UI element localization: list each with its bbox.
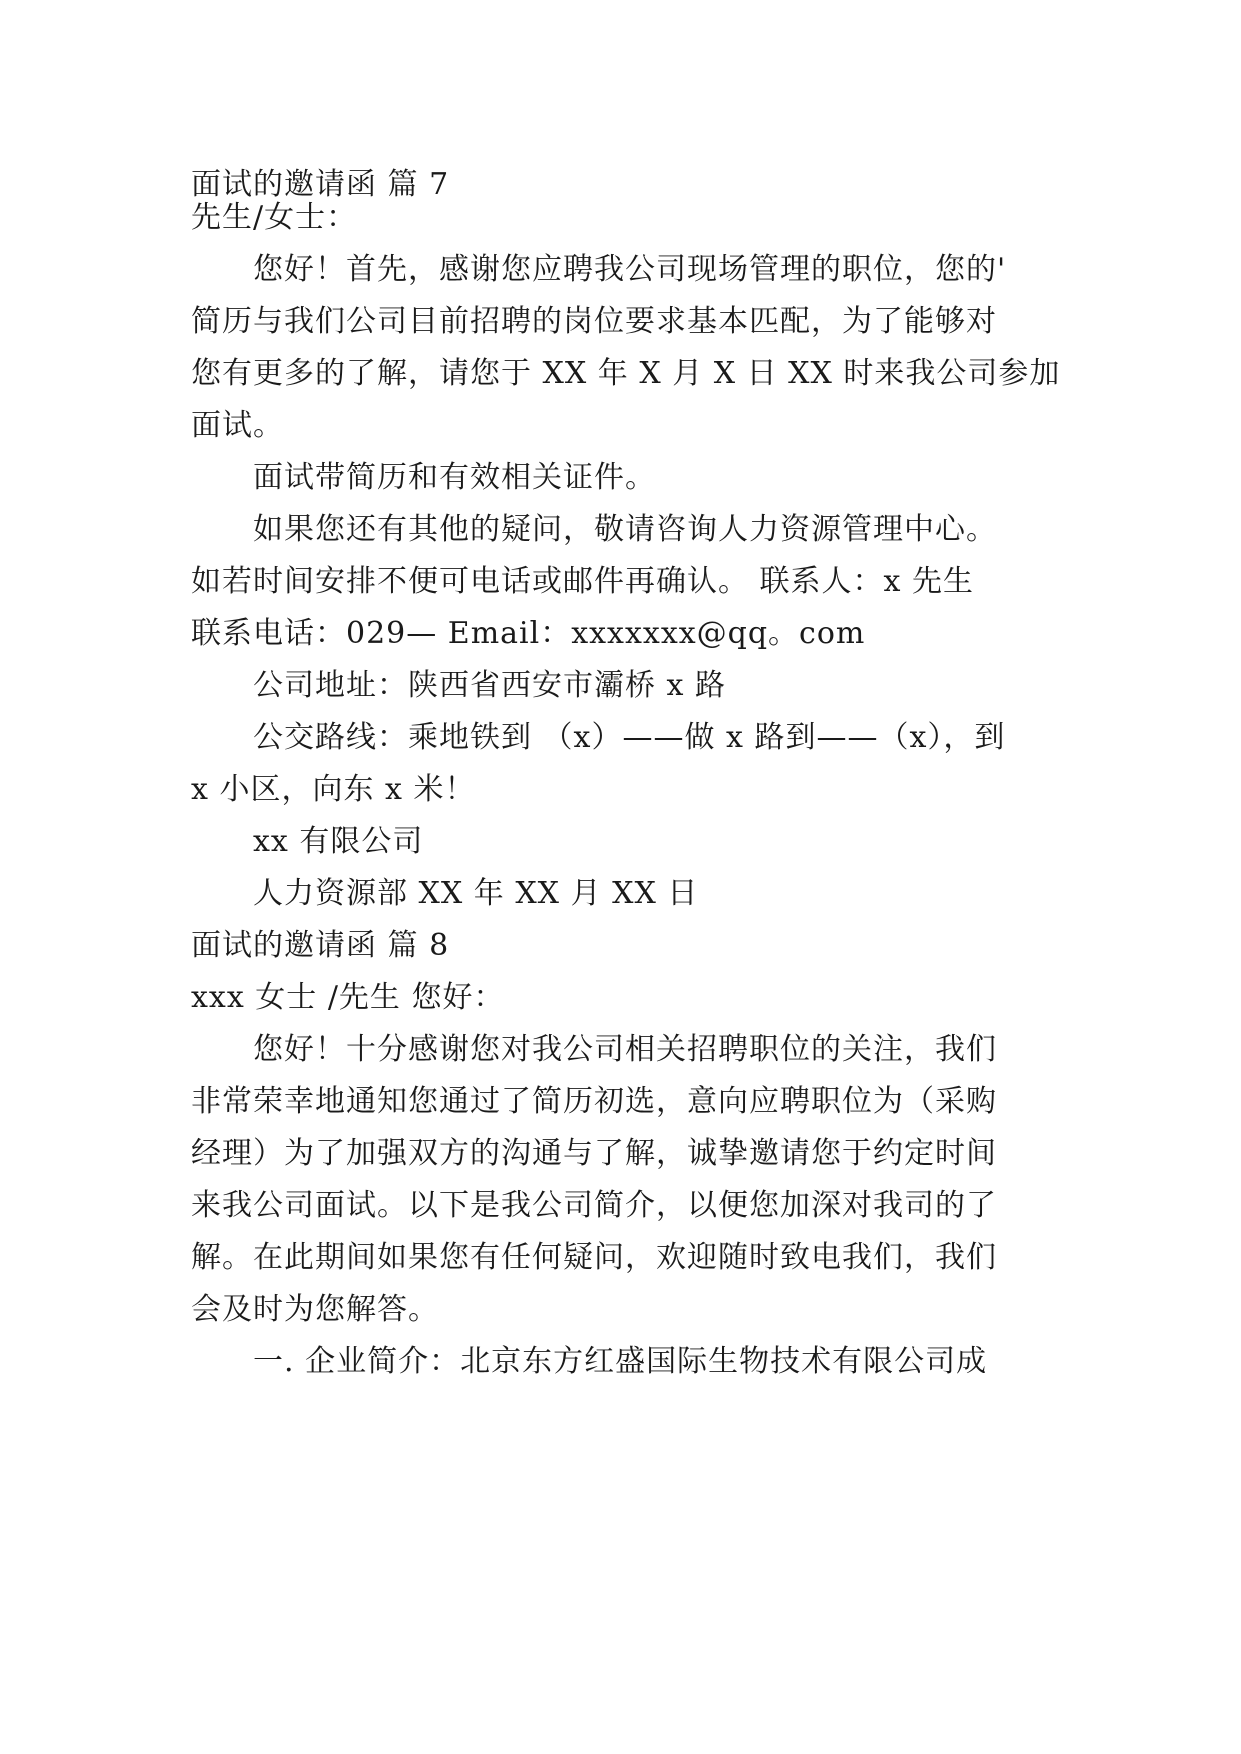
- section-8-salutation: xxx 女士 /先生 您好：: [191, 980, 505, 1015]
- section-8-para1-line2: 非常荣幸地通知您通过了简历初选，意向应聘职位为（采购: [191, 1084, 997, 1119]
- section-7-bus-line1: 公交路线：乘地铁到 （x）——做 x 路到——（x），到: [253, 720, 1006, 755]
- section-8-para1-line4: 来我公司面试。以下是我公司简介，以便您加深对我司的了: [191, 1188, 997, 1223]
- section-7-para1-line3: 您有更多的了解，请您于 XX 年 X 月 X 日 XX 时来我公司参加: [191, 356, 1061, 391]
- section-7-salutation: 先生/女士：: [191, 200, 358, 235]
- section-7-para3-line2: 如若时间安排不便可电话或邮件再确认。 联系人：x 先生: [191, 564, 974, 599]
- section-7-dept-date: 人力资源部 XX 年 XX 月 XX 日: [253, 876, 699, 911]
- section-8-title: 面试的邀请函 篇 8: [191, 928, 450, 963]
- section-7-address: 公司地址：陕西省西安市灞桥 x 路: [253, 668, 726, 703]
- section-7-para1-line2: 简历与我们公司目前招聘的岗位要求基本匹配，为了能够对: [191, 304, 997, 339]
- section-7-title: 面试的邀请函 篇 7: [191, 167, 450, 202]
- section-7-para1-line1: 您好！首先，感谢您应聘我公司现场管理的职位，您的': [253, 252, 1007, 287]
- section-8-para2: 一. 企业简介：北京东方红盛国际生物技术有限公司成: [253, 1344, 988, 1379]
- section-8-para1-line3: 经理）为了加强双方的沟通与了解，诚挚邀请您于约定时间: [191, 1136, 997, 1171]
- section-7-company: xx 有限公司: [253, 824, 424, 859]
- section-7-para3-line3: 联系电话：029— Email：xxxxxxx@qq。com: [191, 616, 866, 651]
- section-7-para2: 面试带简历和有效相关证件。: [253, 460, 656, 495]
- section-7-para3-line1: 如果您还有其他的疑问，敬请咨询人力资源管理中心。: [253, 512, 997, 547]
- section-7-para1-line4: 面试。: [191, 408, 284, 443]
- section-8-para1-line1: 您好！十分感谢您对我公司相关招聘职位的关注，我们: [253, 1032, 997, 1067]
- section-8-para1-line6: 会及时为您解答。: [191, 1292, 439, 1327]
- section-7-bus-line2: x 小区，向东 x 米！: [191, 772, 476, 807]
- section-8-para1-line5: 解。在此期间如果您有任何疑问，欢迎随时致电我们，我们: [191, 1240, 997, 1275]
